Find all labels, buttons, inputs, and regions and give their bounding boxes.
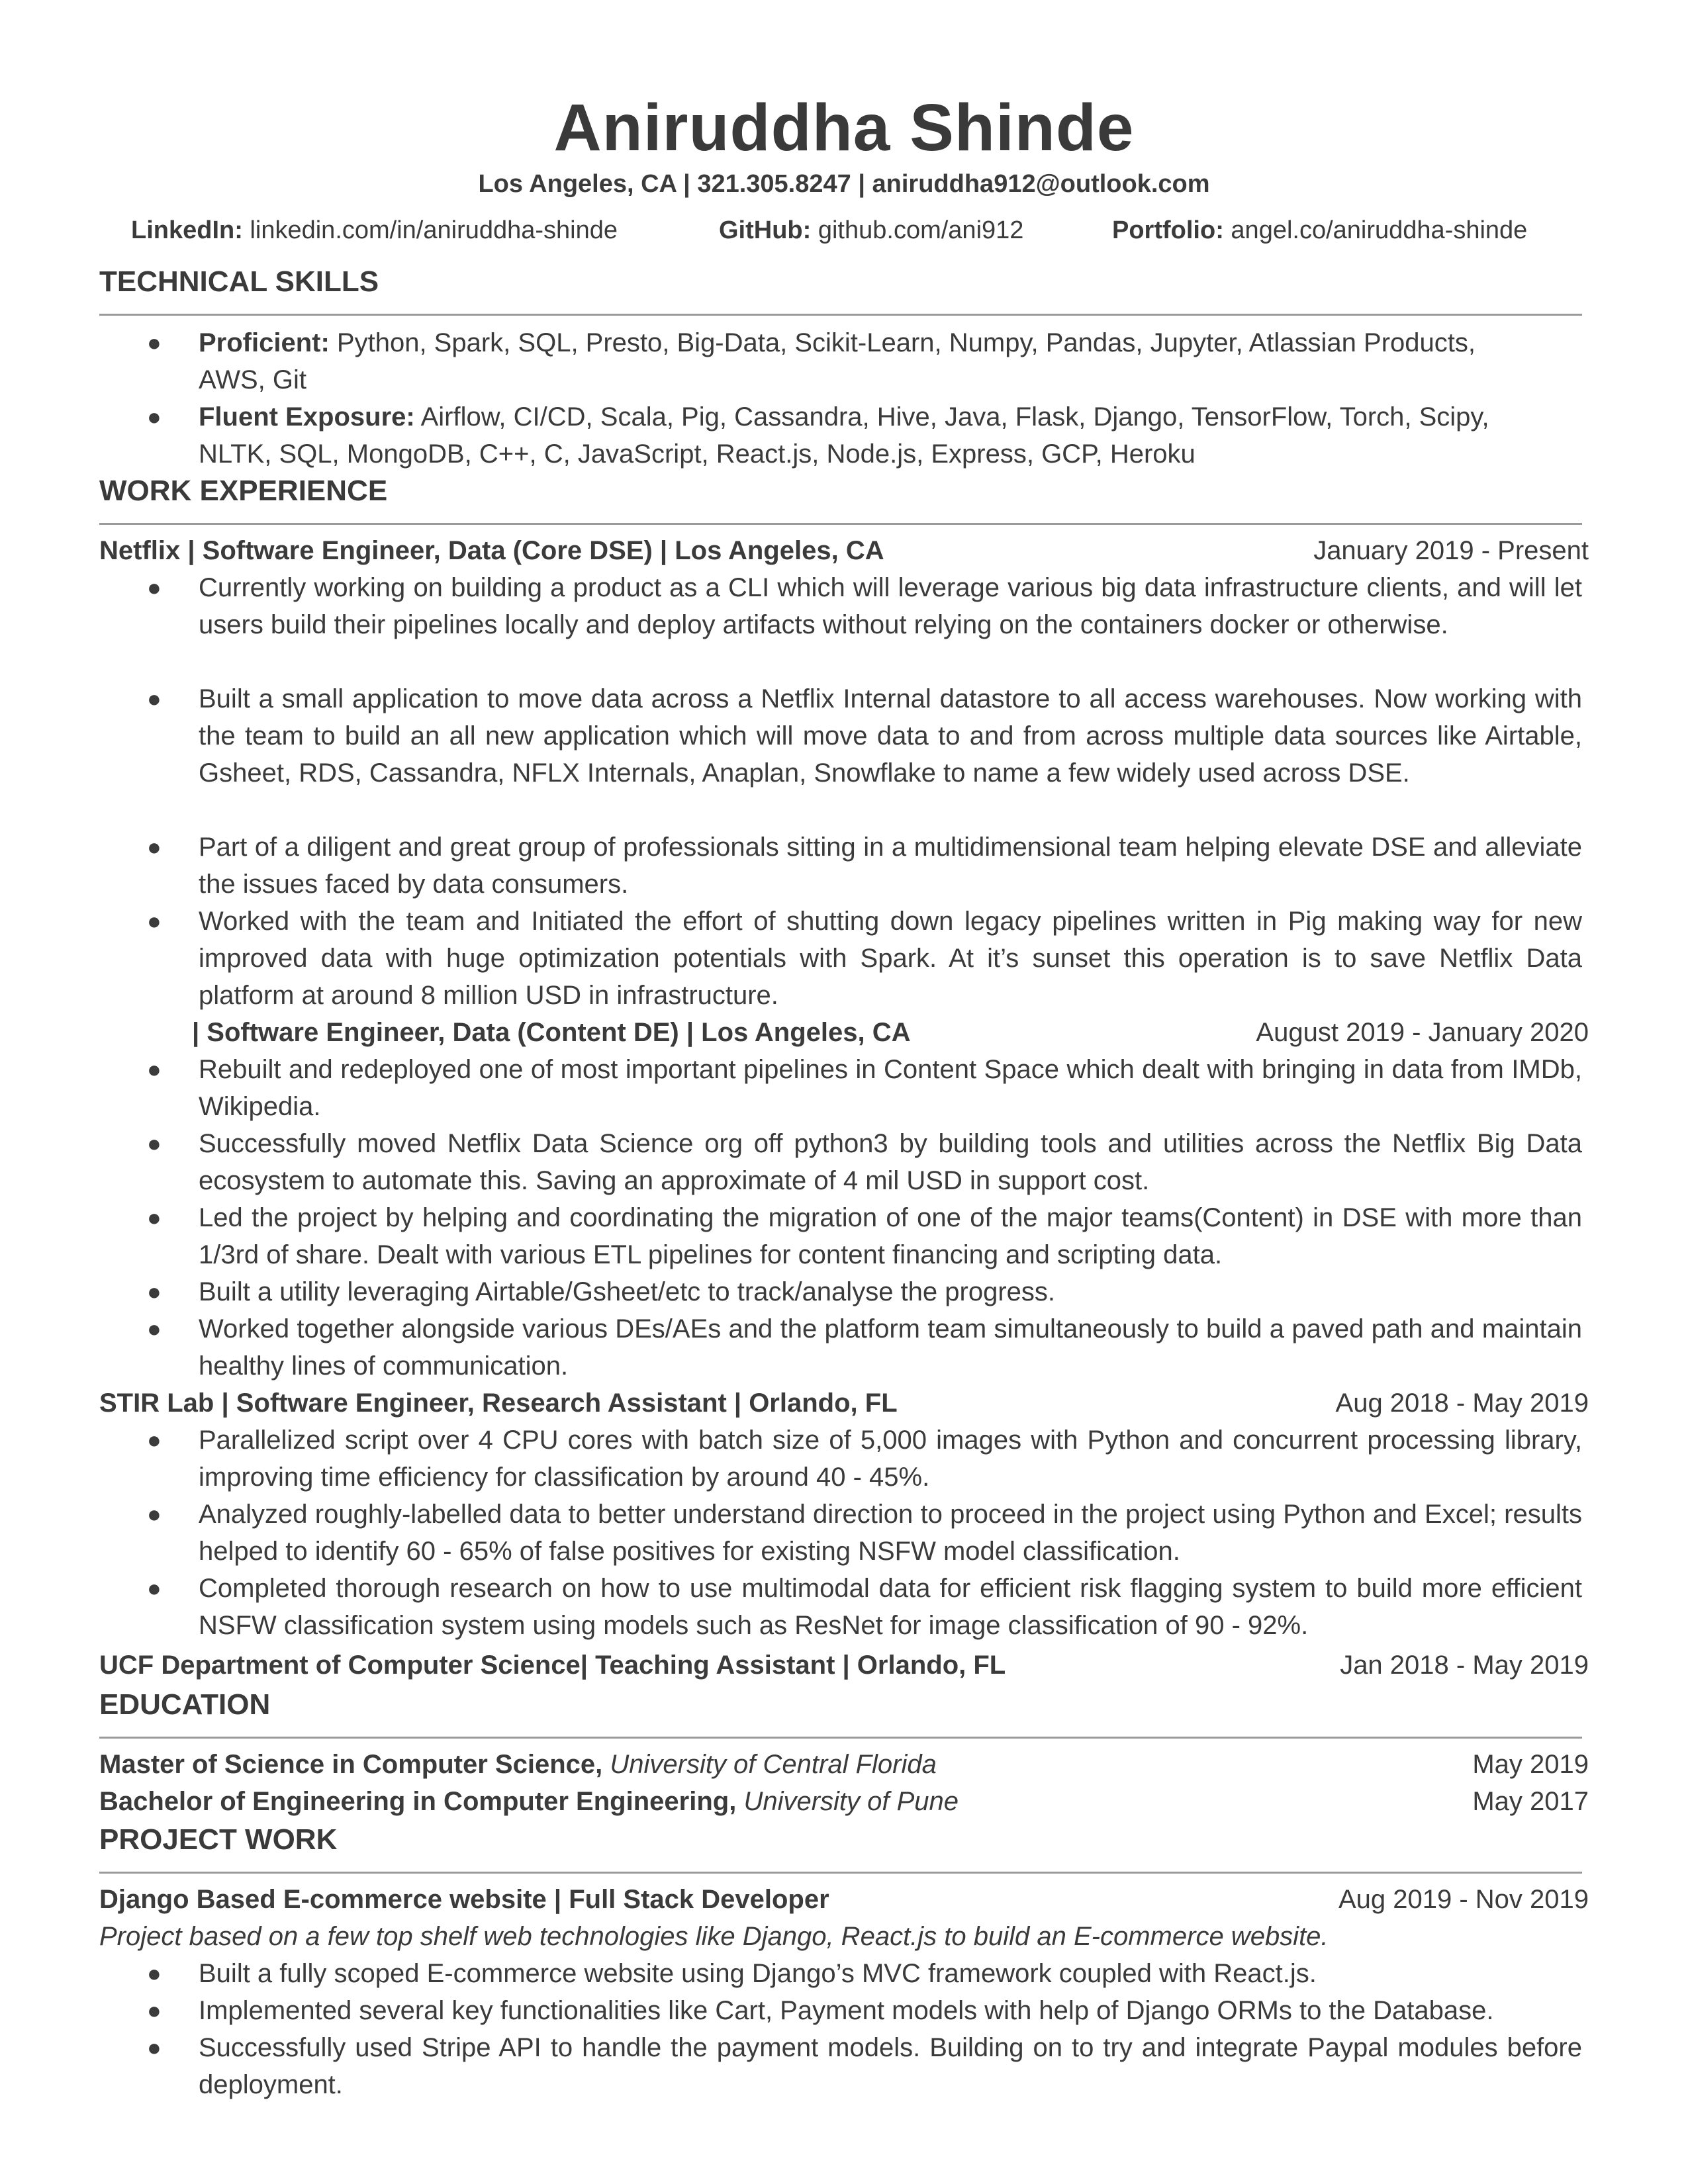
bullet-icon: ●: [147, 1315, 162, 1342]
bullet-icon: ●: [147, 907, 162, 934]
bullet-icon: ●: [147, 1204, 162, 1231]
job-bullet: Worked together alongside various DEs/AEs and the platform team simultaneously to build a paved path and maintain healthy lines of communication.: [199, 1314, 1582, 1381]
section-divider: [99, 314, 1582, 316]
education-be-degree: Bachelor of Engineering in Computer Engineering,: [99, 1787, 737, 1816]
job-heading-stir: STIR Lab | Software Engineer, Research Assistant | Orlando, FL: [99, 1388, 898, 1418]
job-bullet: Rebuilt and redeployed one of most important pipelines in Content Space which dealt with bringing in data from IMDb, Wikipedia.: [199, 1055, 1582, 1121]
job-dates-ucf: Jan 2018 - May 2019: [1340, 1651, 1589, 1680]
education-ms-degree: Master of Science in Computer Science,: [99, 1750, 603, 1779]
contact-line: Los Angeles, CA | 321.305.8247 | aniruddha912@outlook.com: [478, 170, 1210, 198]
skills-proficient-values: Python, Spark, SQL, Presto, Big-Data, Scikit-Learn, Numpy, Pandas, Jupyter, Atlassian Products,: [336, 328, 1476, 357]
project-bullet: Built a fully scoped E-commerce website using Django’s MVC framework coupled with React.js.: [199, 1959, 1317, 1988]
skills-proficient-line: [199, 324, 1476, 361]
job-dates-netflix-dse: January 2019 - Present: [1313, 536, 1589, 565]
skills-proficient-label: Proficient:: [199, 328, 330, 357]
bullet-icon: ●: [147, 1278, 162, 1305]
bullet-icon: ●: [147, 1500, 162, 1527]
skills-fluent-values: Airflow, CI/CD, Scala, Pig, Cassandra, Hive, Java, Flask, Django, TensorFlow, Torch, Scipy,: [420, 402, 1489, 432]
education-be: [99, 1783, 959, 1820]
job-dates-netflix-de: August 2019 - January 2020: [1256, 1018, 1589, 1047]
education-ms-school: University of Central Florida: [610, 1750, 937, 1779]
section-divider: [99, 523, 1582, 525]
bullet-icon: ●: [147, 329, 162, 356]
education-be-date: May 2017: [1472, 1787, 1589, 1816]
job-bullet: Completed thorough research on how to use multimodal data for efficient risk flagging system to build more efficient NSFW classification system using models such as ResNet for image classification of 90 - 92%.: [199, 1574, 1582, 1640]
section-title-skills: TECHNICAL SKILLS: [99, 265, 379, 298]
linkedin-value: linkedin.com/in/aniruddha-shinde: [250, 216, 618, 244]
bullet-icon: ●: [147, 2034, 162, 2061]
job-heading-netflix-de: | Software Engineer, Data (Content DE) | Los Angeles, CA: [192, 1018, 911, 1047]
job-heading-ucf: UCF Department of Computer Science| Teaching Assistant | Orlando, FL: [99, 1651, 1006, 1680]
job-bullet: Built a utility leveraging Airtable/Gsheet/etc to track/analyse the progress.: [199, 1277, 1056, 1306]
job-bullet: Led the project by helping and coordinating the migration of one of the major teams(Content) in DSE with more than 1/3rd of share. Dealt with various ETL pipelines for content financing and scripting data.: [199, 1203, 1582, 1269]
github-link[interactable]: [719, 212, 1023, 249]
job-bullet: Worked with the team and Initiated the effort of shutting down legacy pipelines written in Pig making way for new improved data with huge optimization potentials with Spark. At it’s sunset this operation is to save Netflix Data platform at around 8 million USD in infrastructure.: [199, 907, 1582, 1010]
portfolio-value: angel.co/aniruddha-shinde: [1231, 216, 1528, 244]
section-title-work: WORK EXPERIENCE: [99, 475, 388, 507]
job-heading-netflix-dse: Netflix | Software Engineer, Data (Core DSE) | Los Angeles, CA: [99, 536, 884, 565]
job-bullet: Currently working on building a product as a CLI which will leverage various big data infrastructure clients, and will let users build their pipelines locally and deploy artifacts without relying on the containers docker or otherwise.: [199, 573, 1582, 639]
job-bullet: Part of a diligent and great group of professionals sitting in a multidimensional team helping elevate DSE and alleviate the issues faced by data consumers.: [199, 833, 1582, 899]
bullet-icon: ●: [147, 1997, 162, 2024]
job-bullet: Built a small application to move data across a Netflix Internal datastore to all access warehouses. Now working with the team to build an all new application which will move data to and from across multiple data sources like Airtable, Gsheet, RDS, Cassandra, NFLX Internals, Anaplan, Snowflake to name a few widely used across DSE.: [199, 684, 1582, 788]
skills-proficient-line-2: AWS, Git: [199, 365, 306, 394]
skills-fluent-line: [199, 398, 1489, 435]
project-bullet: Successfully used Stripe API to handle the payment models. Building on to try and integrate Paypal modules before deployment.: [199, 2033, 1582, 2099]
section-divider: [99, 1737, 1582, 1739]
education-be-school: University of Pune: [743, 1787, 959, 1816]
job-bullet: Parallelized script over 4 CPU cores with batch size of 5,000 images with Python and concurrent processing library, improving time efficiency for classification by around 40 - 45%.: [199, 1426, 1582, 1492]
portfolio-link[interactable]: [1112, 212, 1527, 249]
linkedin-label: LinkedIn:: [131, 216, 243, 244]
candidate-name: Aniruddha Shinde: [553, 91, 1135, 165]
bullet-icon: ●: [147, 403, 162, 430]
github-label: GitHub:: [719, 216, 812, 244]
bullet-icon: ●: [147, 833, 162, 860]
job-bullet: Successfully moved Netflix Data Science org off python3 by building tools and utilities across the Netflix Big Data ecosystem to automate this. Saving an approximate of 4 mil USD in support cost.: [199, 1129, 1582, 1195]
bullet-icon: ●: [147, 1960, 162, 1987]
education-ms-date: May 2019: [1472, 1750, 1589, 1779]
section-title-projects: PROJECT WORK: [99, 1823, 338, 1856]
portfolio-label: Portfolio:: [1112, 216, 1224, 244]
project-bullet: Implemented several key functionalities like Cart, Payment models with help of Django ORMs to the Database.: [199, 1996, 1494, 2025]
skills-fluent-label: Fluent Exposure:: [199, 402, 415, 432]
education-ms: [99, 1746, 937, 1783]
job-bullet: Analyzed roughly-labelled data to better understand direction to proceed in the project using Python and Excel; results helped to identify 60 - 65% of false positives for existing NSFW model classification.: [199, 1500, 1582, 1566]
bullet-icon: ●: [147, 1130, 162, 1157]
section-title-education: EDUCATION: [99, 1688, 271, 1721]
job-dates-stir: Aug 2018 - May 2019: [1335, 1388, 1589, 1418]
project-heading: Django Based E-commerce website | Full Stack Developer: [99, 1885, 829, 1914]
bullet-icon: ●: [147, 685, 162, 712]
bullet-icon: ●: [147, 1426, 162, 1453]
linkedin-link[interactable]: [131, 212, 618, 249]
github-value: github.com/ani912: [818, 216, 1024, 244]
project-summary: Project based on a few top shelf web technologies like Django, React.js to build an E-commerce website.: [99, 1922, 1329, 1951]
bullet-icon: ●: [147, 574, 162, 601]
bullet-icon: ●: [147, 1056, 162, 1083]
skills-fluent-line-2: NLTK, SQL, MongoDB, C++, C, JavaScript, React.js, Node.js, Express, GCP, Heroku: [199, 439, 1196, 469]
project-dates: Aug 2019 - Nov 2019: [1338, 1885, 1589, 1914]
bullet-icon: ●: [147, 1574, 162, 1602]
section-divider: [99, 1872, 1582, 1874]
